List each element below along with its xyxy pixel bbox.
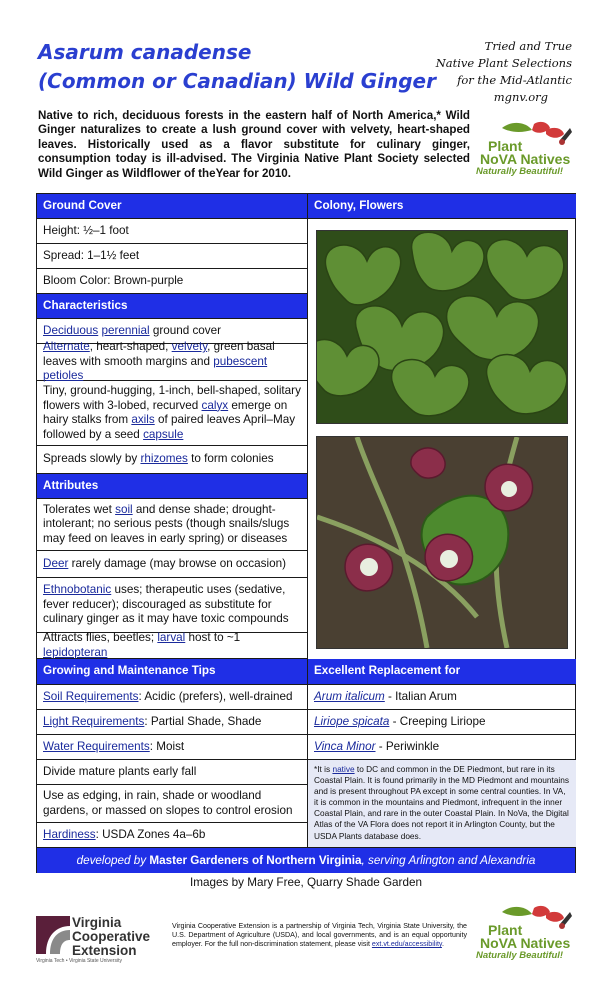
plant-info-grid: [36, 193, 576, 873]
calyx-link[interactable]: calyx: [201, 398, 229, 412]
native-link[interactable]: native: [332, 764, 355, 774]
logo-text: Plant NoVA Natives: [480, 138, 571, 167]
characteristic-row-3: Tiny, ground-hugging, 1-inch, bell-shaped, solitary flowers with 3-lobed, recurved calyx emerge on hairy stalks from axils of paired leaves April–May followed by a seed capsule: [37, 381, 307, 446]
characteristic-row-2: Alternate, heart-shaped, velvety, green basal leaves with smooth margins and pubescent petioles: [37, 344, 307, 381]
tip-row-2: Light Requirements: Partial Shade, Shade: [37, 710, 307, 735]
tips-heading: Growing and Maintenance Tips: [37, 659, 307, 685]
colony-photo: [316, 230, 568, 424]
spread-row: Spread: 1–1½ feet: [37, 244, 307, 269]
pubescent-link[interactable]: pubescent: [213, 354, 268, 368]
attribute-row-3: Ethnobotanic uses; therapeutic uses (sedative, fever reducer); discouraged as substitute for culinary ginger as it may have toxic compounds: [37, 578, 307, 633]
vinca-minor-link[interactable]: Vinca Minor: [314, 739, 376, 753]
attribute-row-1: Tolerates wet soil and dense shade; drought-intolerant; no serious pests (though snails/slugs may feed on leaves in early spring) or diseases: [37, 499, 307, 551]
tagline-line-2: Native Plant Selections: [435, 56, 572, 70]
soil-link[interactable]: soil: [115, 502, 133, 516]
replacement-row-1: Arum italicum - Italian Arum: [308, 685, 576, 710]
tip-row-5: Use as edging, in rain, shade or woodland gardens, or massed on slopes to control erosion: [37, 785, 307, 823]
attribute-row-2: Deer rarely damage (may browse on occasion): [37, 551, 307, 578]
replacement-row-2: Liriope spicata - Creeping Liriope: [308, 710, 576, 735]
perennial-link[interactable]: perennial: [101, 323, 150, 337]
vce-name: Virginia Cooperative Extension: [72, 915, 151, 958]
accessibility-link[interactable]: ext.vt.edu/accessibility: [371, 940, 442, 948]
website-link[interactable]: mgnv.org: [493, 90, 548, 104]
tip-row-4: Divide mature plants early fall: [37, 760, 307, 785]
ground-cover-heading: Ground Cover: [37, 194, 307, 219]
disclaimer-text: Virginia Cooperative Extension is a partnership of Virginia Tech, Virginia State University, the U.S. Department of Agriculture (USDA), and local governments, and is an equal opportunity employer. For the full non-discrimination statement, please visit ext.vt.edu/accessibility.: [172, 922, 467, 948]
alternate-link[interactable]: Alternate: [43, 340, 90, 354]
replacement-heading: Excellent Replacement for: [308, 659, 576, 685]
photos-heading: Colony, Flowers: [308, 194, 576, 219]
attributes-heading: Attributes: [37, 474, 307, 499]
characteristics-heading: Characteristics: [37, 294, 307, 319]
image-credit: Images by Mary Free, Quarry Shade Garden: [190, 876, 422, 889]
ethnobotanic-link[interactable]: Ethnobotanic: [43, 583, 112, 597]
capsule-link[interactable]: capsule: [143, 427, 184, 441]
soil-requirements-link[interactable]: Soil Requirements: [43, 689, 139, 703]
light-requirements-link[interactable]: Light Requirements: [43, 714, 145, 728]
deciduous-link[interactable]: Deciduous: [43, 323, 99, 337]
liriope-spicata-link[interactable]: Liriope spicata: [314, 714, 390, 728]
hardiness-link[interactable]: Hardiness: [43, 827, 96, 841]
title-scientific-name: Asarum canadense: [38, 40, 252, 64]
water-requirements-link[interactable]: Water Requirements: [43, 739, 150, 753]
tip-row-3: Water Requirements: Moist: [37, 735, 307, 760]
plant-nova-natives-logo-bottom: [474, 904, 576, 966]
developer-credit-bar: developed by Master Gardeners of Northern Virginia, serving Arlington and Alexandria: [37, 848, 575, 873]
master-gardeners-name: Master Gardeners of Northern Virginia: [149, 854, 362, 867]
right-column: [307, 194, 576, 848]
plant-nova-natives-logo: [474, 120, 576, 182]
logo-text: Plant NoVA Natives: [480, 922, 571, 951]
axils-link[interactable]: axils: [131, 413, 155, 426]
title-common-name: (Common or Canadian) Wild Ginger: [38, 69, 436, 93]
attribute-row-4: Attracts flies, beetles; larval host to ~1 lepidopteran: [37, 633, 307, 659]
flowers-photo: [316, 436, 568, 649]
vce-mark-icon: [36, 916, 70, 954]
tagline-line-3: for the Mid-Atlantic: [457, 73, 572, 87]
bloom-color-row: Bloom Color: Brown-purple: [37, 269, 307, 294]
characteristic-row-1: Deciduous perennial ground cover: [37, 319, 307, 344]
replacement-row-3: Vinca Minor - Periwinkle: [308, 735, 576, 760]
logo-slogan: Naturally Beautiful!: [476, 950, 564, 961]
vce-logo: [36, 916, 158, 966]
arum-italicum-link[interactable]: Arum italicum: [314, 689, 385, 703]
lepidopteran-link[interactable]: lepidopteran: [43, 645, 108, 659]
tagline: [436, 38, 572, 106]
characteristic-row-4: Spreads slowly by rhizomes to form colonies: [37, 446, 307, 474]
flower-closeup-image: [317, 437, 568, 648]
petioles-link[interactable]: petioles: [43, 369, 84, 383]
height-row: Height: ½–1 foot: [37, 219, 307, 244]
intro-paragraph: Native to rich, deciduous forests in the eastern half of North America,* Wild Ginger naturalizes to create a lush ground cover with velvety, heart-shaped leaves. Historically used as a flavor substitute for culinary ginger, consumption today is ill-advised. The Virginia Native Plant Society selected Wild Ginger as Wildflower of theYear for 2010.: [38, 109, 470, 180]
rhizomes-link[interactable]: rhizomes: [140, 452, 188, 466]
leaf-colony-image: [317, 231, 568, 423]
tagline-line-1: Tried and True: [484, 39, 572, 53]
tip-row-6: Hardiness: USDA Zones 4a–6b: [37, 823, 307, 848]
page-title: [38, 38, 436, 96]
native-range-footnote: *It is native to DC and common in the DE Piedmont, but rare in its Coastal Plain. It is found primarily in the MD Piedmont and mountains and is present throughout PA except in some central counties. In VA, it is common in the mountains and Piedmont, infrequent in the inner Coastal Plain, and rare in the outer Coastal Plain. In NoVa, the Digital Atlas of the VA Flora does not report it in Arlington County, but the USDA Plants database does.: [308, 760, 576, 848]
vce-partners: Virginia Tech • Virginia State University: [36, 958, 122, 964]
deer-link[interactable]: Deer: [43, 556, 69, 570]
logo-slogan: Naturally Beautiful!: [476, 166, 564, 177]
tip-row-1: Soil Requirements: Acidic (prefers), well-drained: [37, 685, 307, 710]
velvety-link[interactable]: velvety: [171, 340, 208, 354]
larval-link[interactable]: larval: [157, 631, 186, 644]
